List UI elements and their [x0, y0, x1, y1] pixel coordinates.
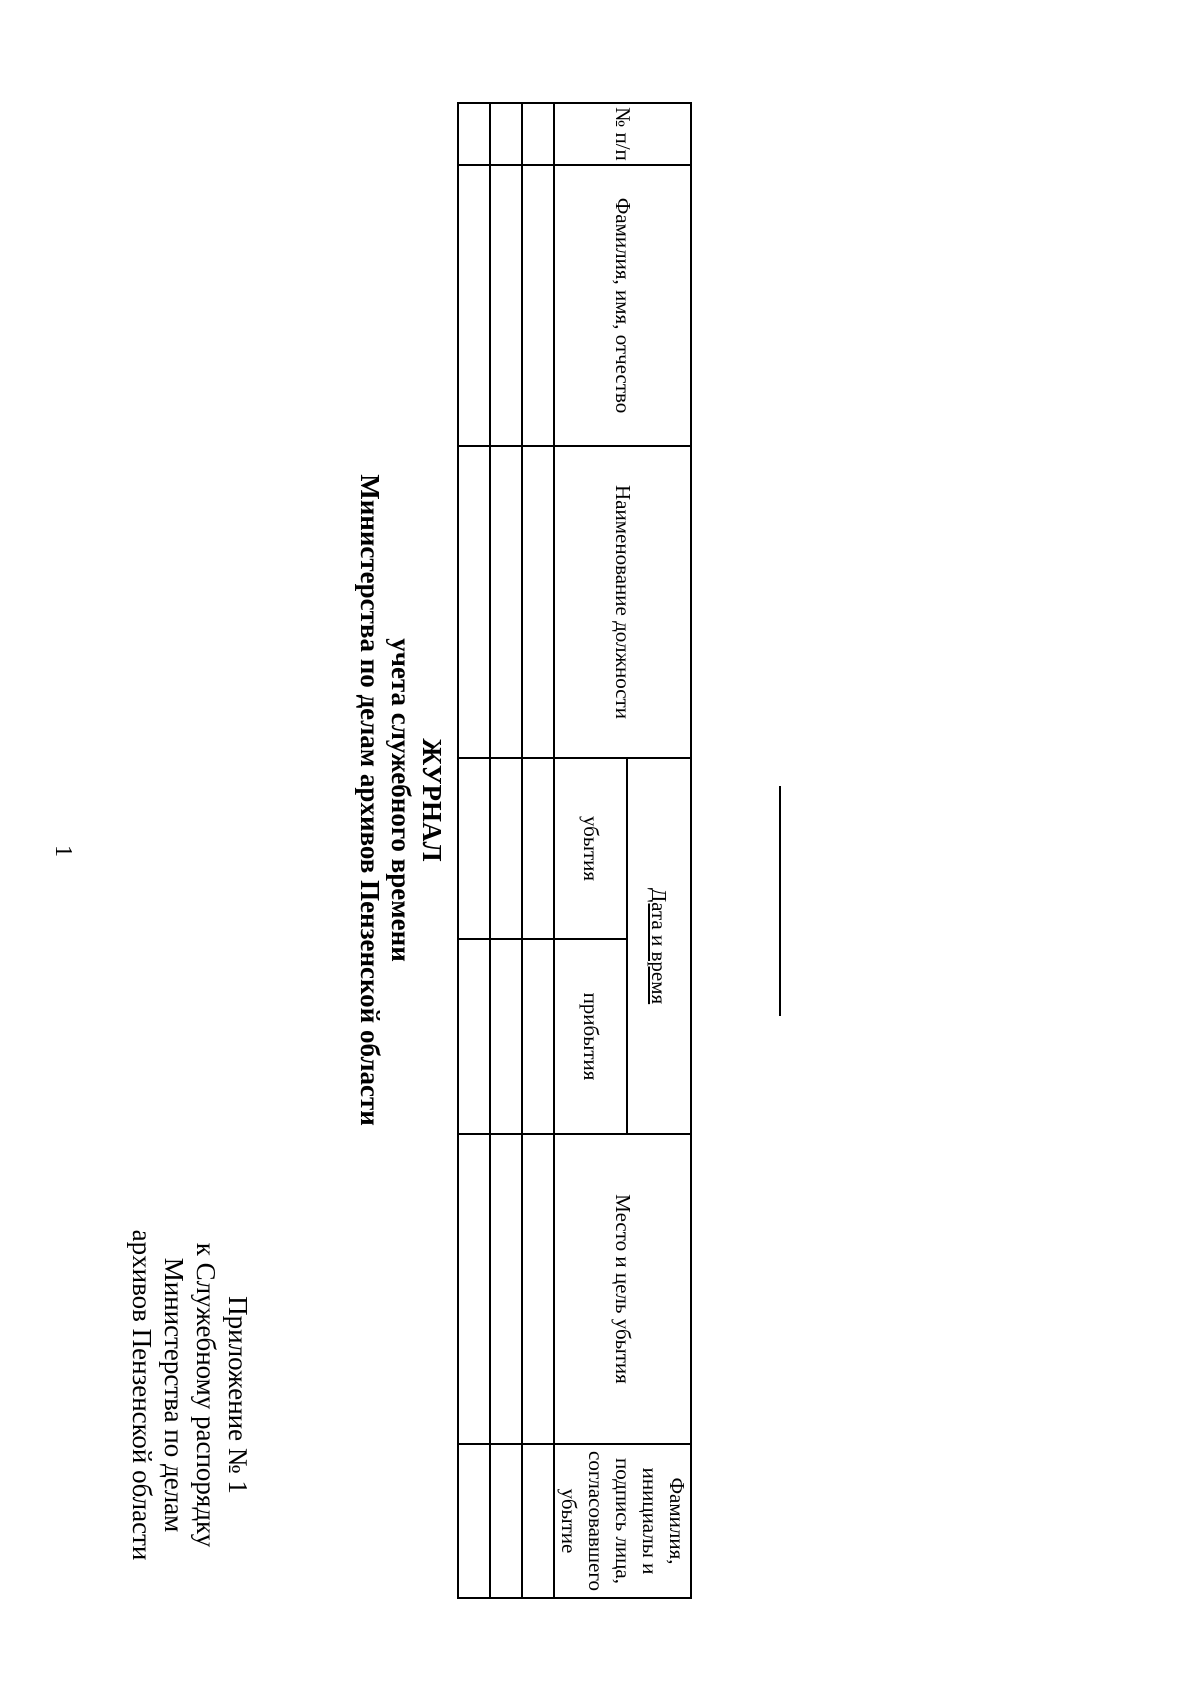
title-line-2: учета служебного времени — [386, 638, 416, 962]
table-cell[interactable] — [458, 103, 490, 165]
table-row — [522, 103, 554, 1598]
header-full-name: Фамилия, имя, отчество — [554, 165, 691, 446]
journal-title — [354, 300, 447, 1300]
table-cell[interactable] — [522, 446, 554, 758]
table-cell[interactable] — [458, 446, 490, 758]
signature-line — [779, 786, 781, 1016]
table-cell[interactable] — [490, 1444, 522, 1598]
table-row — [490, 103, 522, 1598]
table-cell[interactable] — [490, 165, 522, 446]
header-position: Наименование должности — [554, 446, 691, 758]
header-departure: убытия — [554, 758, 627, 939]
appendix-line-4: архивов Пензенской области — [127, 1229, 157, 1561]
header-approver: Фамилия, инициалы и подпись лица, согласовавшего убытие — [554, 1444, 691, 1598]
header-number: № п/п — [554, 103, 691, 165]
table-header-row — [627, 103, 691, 1598]
table-cell[interactable] — [458, 1444, 490, 1598]
page-number: 1 — [50, 845, 76, 857]
table-row — [458, 103, 490, 1598]
table-cell[interactable] — [522, 939, 554, 1134]
table-cell[interactable] — [490, 939, 522, 1134]
table-cell[interactable] — [458, 165, 490, 446]
table-cell[interactable] — [490, 1134, 522, 1444]
header-place-purpose: Место и цель убытия — [554, 1134, 691, 1444]
table-cell[interactable] — [458, 758, 490, 939]
title-line-3: Министерства по делам архивов Пензенской области — [355, 474, 385, 1126]
header-arrival: прибытия — [554, 939, 627, 1134]
header-date-time-label: Дата и время — [647, 887, 672, 1005]
table-cell[interactable] — [490, 446, 522, 758]
table-cell[interactable] — [458, 939, 490, 1134]
table-cell[interactable] — [490, 103, 522, 165]
journal-table — [457, 102, 692, 1599]
table-cell[interactable] — [522, 758, 554, 939]
title-line-1: ЖУРНАЛ — [417, 738, 447, 862]
appendix-line-1: Приложение № 1 — [223, 1296, 253, 1494]
table-cell[interactable] — [522, 165, 554, 446]
appendix-line-2: к Служебному распорядку — [191, 1242, 221, 1548]
appendix-note — [126, 1185, 254, 1605]
table-cell[interactable] — [522, 1134, 554, 1444]
header-date-time — [627, 758, 691, 1134]
table-cell[interactable] — [458, 1134, 490, 1444]
table-cell[interactable] — [490, 758, 522, 939]
table-cell[interactable] — [522, 103, 554, 165]
table-cell[interactable] — [522, 1444, 554, 1598]
appendix-line-3: Министерства по делам — [159, 1257, 189, 1533]
